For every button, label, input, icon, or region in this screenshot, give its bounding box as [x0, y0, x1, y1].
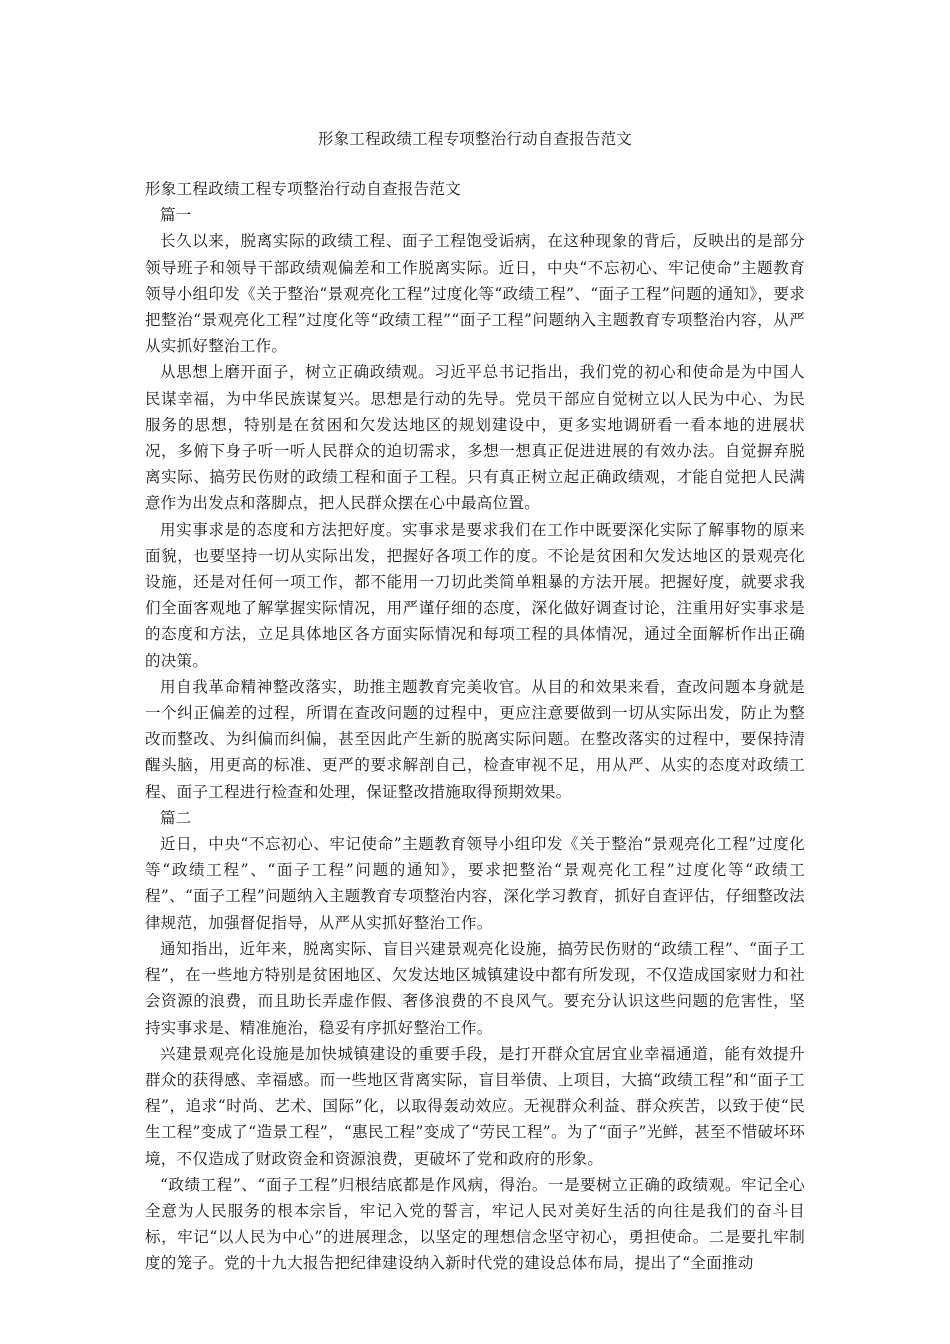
paragraph: 长久以来，脱离实际的政绩工程、面子工程饱受诟病，在这种现象的背后，反映出的是部分领导班子和领导干部政绩观偏差和工作脱离实际。近日，中央“不忘初心、牢记使命”主题教育领导小组印发《关于整治“景观亮化工程”过度化等“政绩工程”、“面子工程”问题的通知》，要求把整治“景观亮化工程”过度化等“政绩工程”“面子工程”问题纳入主题教育专项整治内容，从严从实抓好整治工作。 — [145, 232, 805, 356]
document-subtitle: 形象工程政绩工程专项整治行动自查报告范文 — [145, 180, 462, 198]
document-title: 形象工程政绩工程专项整治行动自查报告范文 — [317, 130, 632, 148]
paragraph: 兴建景观亮化设施是加快城镇建设的重要手段，是打开群众宜居宜业幸福通道，能有效提升群众的获得感、幸福感。而一些地区背离实际，盲目举债、上项目，大搞“政绩工程”和“面子工程”，追求“时尚、艺术、国际”化，以取得轰动效应。无视群众利益、群众疾苦，以致于使“民生工程”变成了“造景工程”，“惠民工程”变成了“劳民工程”。为了“面子”光鲜，甚至不惜破坏环境，不仅造成了财政资金和资源浪费，更破坏了党和政府的形象。 — [145, 1044, 805, 1168]
paragraph: 通知指出，近年来，脱离实际、盲目兴建景观亮化设施，搞劳民伤财的“政绩工程”、“面子工程”，在一些地方特别是贫困地区、欠发达地区城镇建设中都有所发现，不仅造成国家财力和社会资源的浪费，而且助长弄虚作假、奢侈浪费的不良风气。要充分认识这些问题的危害性，坚持实事求是、精准施治，稳妥有序抓好整治工作。 — [145, 939, 805, 1037]
section-label-2: 篇二 — [160, 808, 192, 827]
section-label-1: 篇一 — [160, 206, 192, 225]
paragraph: 用实事求是的态度和方法把好度。实事求是要求我们在工作中既要深化实际了解事物的原来面貌，也要坚持一切从实际出发，把握好各项工作的度。不论是贫困和欠发达地区的景观亮化设施，还是对任何一项工作，都不能用一刀切此类简单粗暴的方法开展。把握好度，就要求我们全面客观地了解掌握实际情况，用严谨仔细的态度，深化做好调查讨论，注重用好实事求是的态度和方法，立足具体地区各方面实际情况和每项工程的具体情况，通过全面解析作出正确的决策。 — [145, 520, 805, 670]
paragraph: “政绩工程”、“面子工程”归根结底都是作风病，得治。一是要树立正确的政绩观。牢记全心全意为人民服务的根本宗旨，牢记入党的誓言，牢记人民对美好生活的向往是我们的奋斗目标，牢记“以人民为中心”的进展理念，以坚定的理想信念坚守初心，勇担使命。二是要扎牢制度的笼子。党的十九大报告把纪律建设纳入新时代党的建设总体布局，提出了“全面推动 — [145, 1175, 805, 1273]
paragraph: 近日，中央“不忘初心、牢记使命”主题教育领导小组印发《关于整治“景观亮化工程”过度化等“政绩工程”、“面子工程”问题的通知》，要求把整治“景观亮化工程”过度化等“政绩工程”、“面子工程”问题纳入主题教育专项整治内容，深化学习教育，抓好自查评估，仔细整改法律规范，加强督促指导，从严从实抓好整治工作。 — [145, 835, 805, 932]
paragraph: 用自我革命精神整改落实，助推主题教育完美收官。从目的和效果来看，查改问题本身就是一个纠正偏差的过程，所谓在查改问题的过程中，更应注意要做到一切从实际出发，防止为整改而整改、为纠偏而纠偏，甚至因此产生新的脱离实际问题。在整改落实的过程中，要保持清醒头脑，用更高的标准、更严的要求解剖自己，检查审视不足，用从严、从实的态度对政绩工程、面子工程进行检查和处理，保证整改措施取得预期效果。 — [145, 677, 805, 801]
paragraph: 从思想上磨开面子，树立正确政绩观。习近平总书记指出，我们党的初心和使命是为中国人民谋幸福，为中华民族谋复兴。思想是行动的先导。党员干部应自觉树立以人民为中心、为民服务的思想，特别是在贫困和欠发达地区的规划建设中，更多实地调研看一看本地的进展状况，多俯下身子听一听人民群众的迫切需求，多想一想真正促进进展的有效办法。自觉摒弃脱离实际、搞劳民伤财的政绩工程和面子工程。只有真正树立起正确政绩观，才能自觉把人民满意作为出发点和落脚点，把人民群众摆在心中最高位置。 — [145, 363, 805, 513]
document-body — [145, 176, 805, 1277]
